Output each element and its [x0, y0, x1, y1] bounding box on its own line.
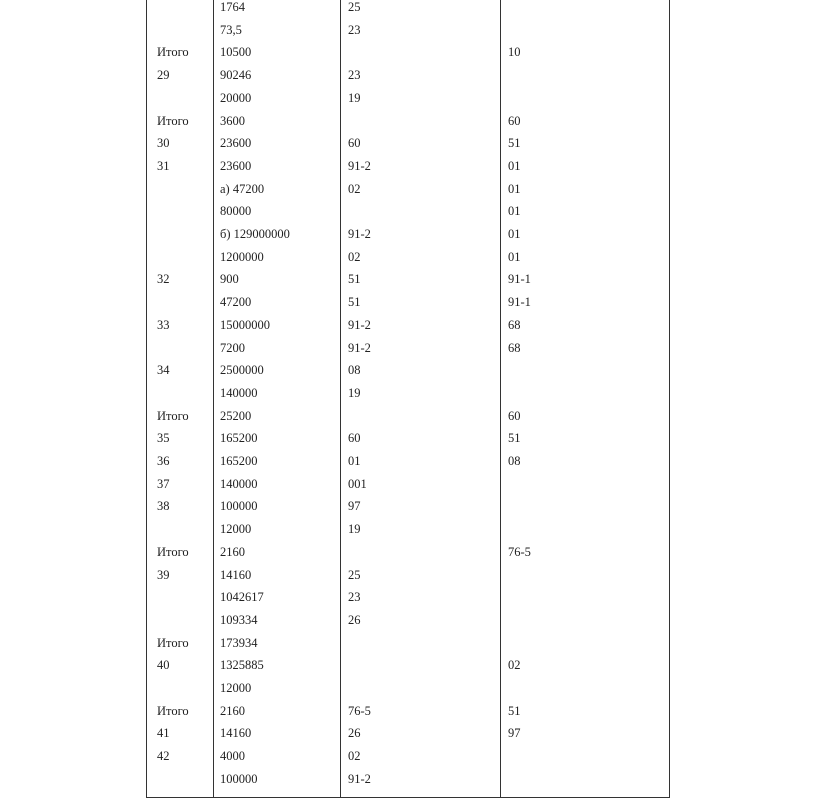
cell-amount: 1325885 [220, 658, 264, 673]
cell-label: Итого [157, 635, 189, 650]
table-row [0, 498, 816, 521]
cell-amount: 1764 [220, 0, 245, 14]
table-row [0, 725, 816, 748]
cell-amount: 2160 [220, 544, 245, 559]
table-row [0, 657, 816, 680]
table-row [0, 453, 816, 476]
cell-label: 29 [157, 68, 170, 83]
table-row [0, 362, 816, 385]
table-row [0, 22, 816, 45]
cell-label: 42 [157, 749, 170, 764]
cell-amount: 165200 [220, 431, 258, 446]
cell-label: 30 [157, 136, 170, 151]
cell-credit-account: 91-1 [508, 295, 531, 310]
cell-label: 31 [157, 158, 170, 173]
cell-label: 34 [157, 363, 170, 378]
cell-label: Итого [157, 113, 189, 128]
table-row [0, 748, 816, 771]
cell-amount: 10500 [220, 45, 252, 60]
cell-credit-account: 01 [508, 204, 521, 219]
cell-amount: 90246 [220, 68, 252, 83]
cell-credit-account: 01 [508, 249, 521, 264]
cell-debit-account: 91-2 [348, 317, 371, 332]
cell-debit-account: 02 [348, 181, 361, 196]
cell-credit-account: 51 [508, 431, 521, 446]
cell-debit-account: 02 [348, 749, 361, 764]
table-row [0, 317, 816, 340]
cell-debit-account: 51 [348, 295, 361, 310]
cell-credit-account: 68 [508, 340, 521, 355]
cell-credit-account: 01 [508, 158, 521, 173]
cell-amount: 80000 [220, 204, 252, 219]
cell-label: 40 [157, 658, 170, 673]
cell-debit-account: 19 [348, 90, 361, 105]
cell-amount: 4000 [220, 749, 245, 764]
cell-debit-account: 25 [348, 567, 361, 582]
cell-debit-account: 26 [348, 726, 361, 741]
table-row [0, 294, 816, 317]
cell-amount: 3600 [220, 113, 245, 128]
cell-amount: 20000 [220, 90, 252, 105]
table-row [0, 544, 816, 567]
cell-debit-account: 23 [348, 590, 361, 605]
cell-credit-account: 91-1 [508, 272, 531, 287]
cell-credit-account: 02 [508, 658, 521, 673]
cell-credit-account: 60 [508, 113, 521, 128]
cell-amount: 14160 [220, 567, 252, 582]
cell-credit-account: 01 [508, 181, 521, 196]
table-row [0, 771, 816, 794]
cell-amount: 100000 [220, 499, 258, 514]
table-row [0, 635, 816, 658]
table-row [0, 44, 816, 67]
cell-credit-account: 08 [508, 454, 521, 468]
cell-amount: 900 [220, 272, 239, 287]
cell-amount: 23600 [220, 158, 252, 173]
cell-label: Итого [157, 408, 189, 423]
cell-label: 35 [157, 431, 170, 446]
table-row [0, 680, 816, 703]
cell-amount: 140000 [220, 385, 258, 400]
table-row [0, 203, 816, 226]
table-row [0, 408, 816, 431]
table-row [0, 521, 816, 544]
cell-debit-account: 001 [348, 476, 367, 491]
cell-debit-account: 19 [348, 522, 361, 537]
cell-debit-account: 91-2 [348, 158, 371, 173]
cell-debit-account: 91-2 [348, 771, 371, 786]
cell-amount: 12000 [220, 681, 252, 695]
cell-label: 38 [157, 499, 170, 514]
cell-label: 41 [157, 726, 170, 741]
cell-amount: 47200 [220, 295, 252, 310]
table-row [0, 340, 816, 363]
cell-amount: а) 47200 [220, 181, 265, 196]
table-row [0, 226, 816, 249]
cell-credit-account: 01 [508, 227, 521, 241]
cell-label: 33 [157, 317, 170, 332]
cell-amount: 100000 [220, 771, 258, 786]
cell-label: Итого [157, 703, 189, 718]
table-row [0, 612, 816, 635]
cell-credit-account: 97 [508, 726, 521, 741]
cell-label: 32 [157, 272, 170, 287]
table-row [0, 703, 816, 726]
cell-credit-account: 68 [508, 317, 521, 332]
cell-debit-account: 51 [348, 272, 361, 287]
cell-credit-account: 51 [508, 703, 521, 718]
cell-debit-account: 91-2 [348, 227, 371, 241]
cell-debit-account: 97 [348, 499, 361, 514]
cell-debit-account: 23 [348, 22, 361, 37]
table-row [0, 67, 816, 90]
cell-amount: 140000 [220, 476, 258, 491]
table-row [0, 589, 816, 612]
cell-label: 36 [157, 454, 170, 468]
cell-credit-account: 60 [508, 408, 521, 423]
cell-label: 39 [157, 567, 170, 582]
cell-amount: 23600 [220, 136, 252, 151]
table-row [0, 90, 816, 113]
table-row [0, 385, 816, 408]
cell-debit-account: 60 [348, 136, 361, 151]
cell-amount: 2500000 [220, 363, 264, 378]
cell-debit-account: 01 [348, 454, 361, 468]
cell-amount: 173934 [220, 635, 258, 650]
cell-amount: 15000000 [220, 317, 270, 332]
cell-amount: 109334 [220, 612, 258, 627]
cell-debit-account: 26 [348, 612, 361, 627]
cell-label: Итого [157, 544, 189, 559]
table-row [0, 271, 816, 294]
cell-amount: 12000 [220, 522, 252, 537]
table-row [0, 249, 816, 272]
table-row [0, 476, 816, 499]
cell-label: 37 [157, 476, 170, 491]
table-row [0, 0, 816, 22]
table-row [0, 158, 816, 181]
cell-credit-account: 10 [508, 45, 521, 60]
cell-amount: 25200 [220, 408, 252, 423]
cell-amount: 14160 [220, 726, 252, 741]
cell-debit-account: 08 [348, 363, 361, 378]
cell-amount: 1200000 [220, 249, 264, 264]
table-row [0, 135, 816, 158]
table-row [0, 567, 816, 590]
table-row [0, 113, 816, 136]
cell-debit-account: 25 [348, 0, 361, 14]
cell-debit-account: 02 [348, 249, 361, 264]
cell-debit-account: 76-5 [348, 703, 371, 718]
cell-amount: 1042617 [220, 590, 264, 605]
cell-amount: 73,5 [220, 22, 242, 37]
cell-debit-account: 60 [348, 431, 361, 446]
cell-amount: б) 129000000 [220, 227, 290, 241]
cell-debit-account: 19 [348, 385, 361, 400]
cell-amount: 2160 [220, 703, 245, 718]
cell-amount: 165200 [220, 454, 258, 468]
cell-amount: 7200 [220, 340, 245, 355]
table-row [0, 181, 816, 204]
cell-debit-account: 91-2 [348, 340, 371, 355]
cell-label: Итого [157, 45, 189, 60]
table-row [0, 430, 816, 453]
cell-debit-account: 23 [348, 68, 361, 83]
cell-credit-account: 51 [508, 136, 521, 151]
cell-credit-account: 76-5 [508, 544, 531, 559]
